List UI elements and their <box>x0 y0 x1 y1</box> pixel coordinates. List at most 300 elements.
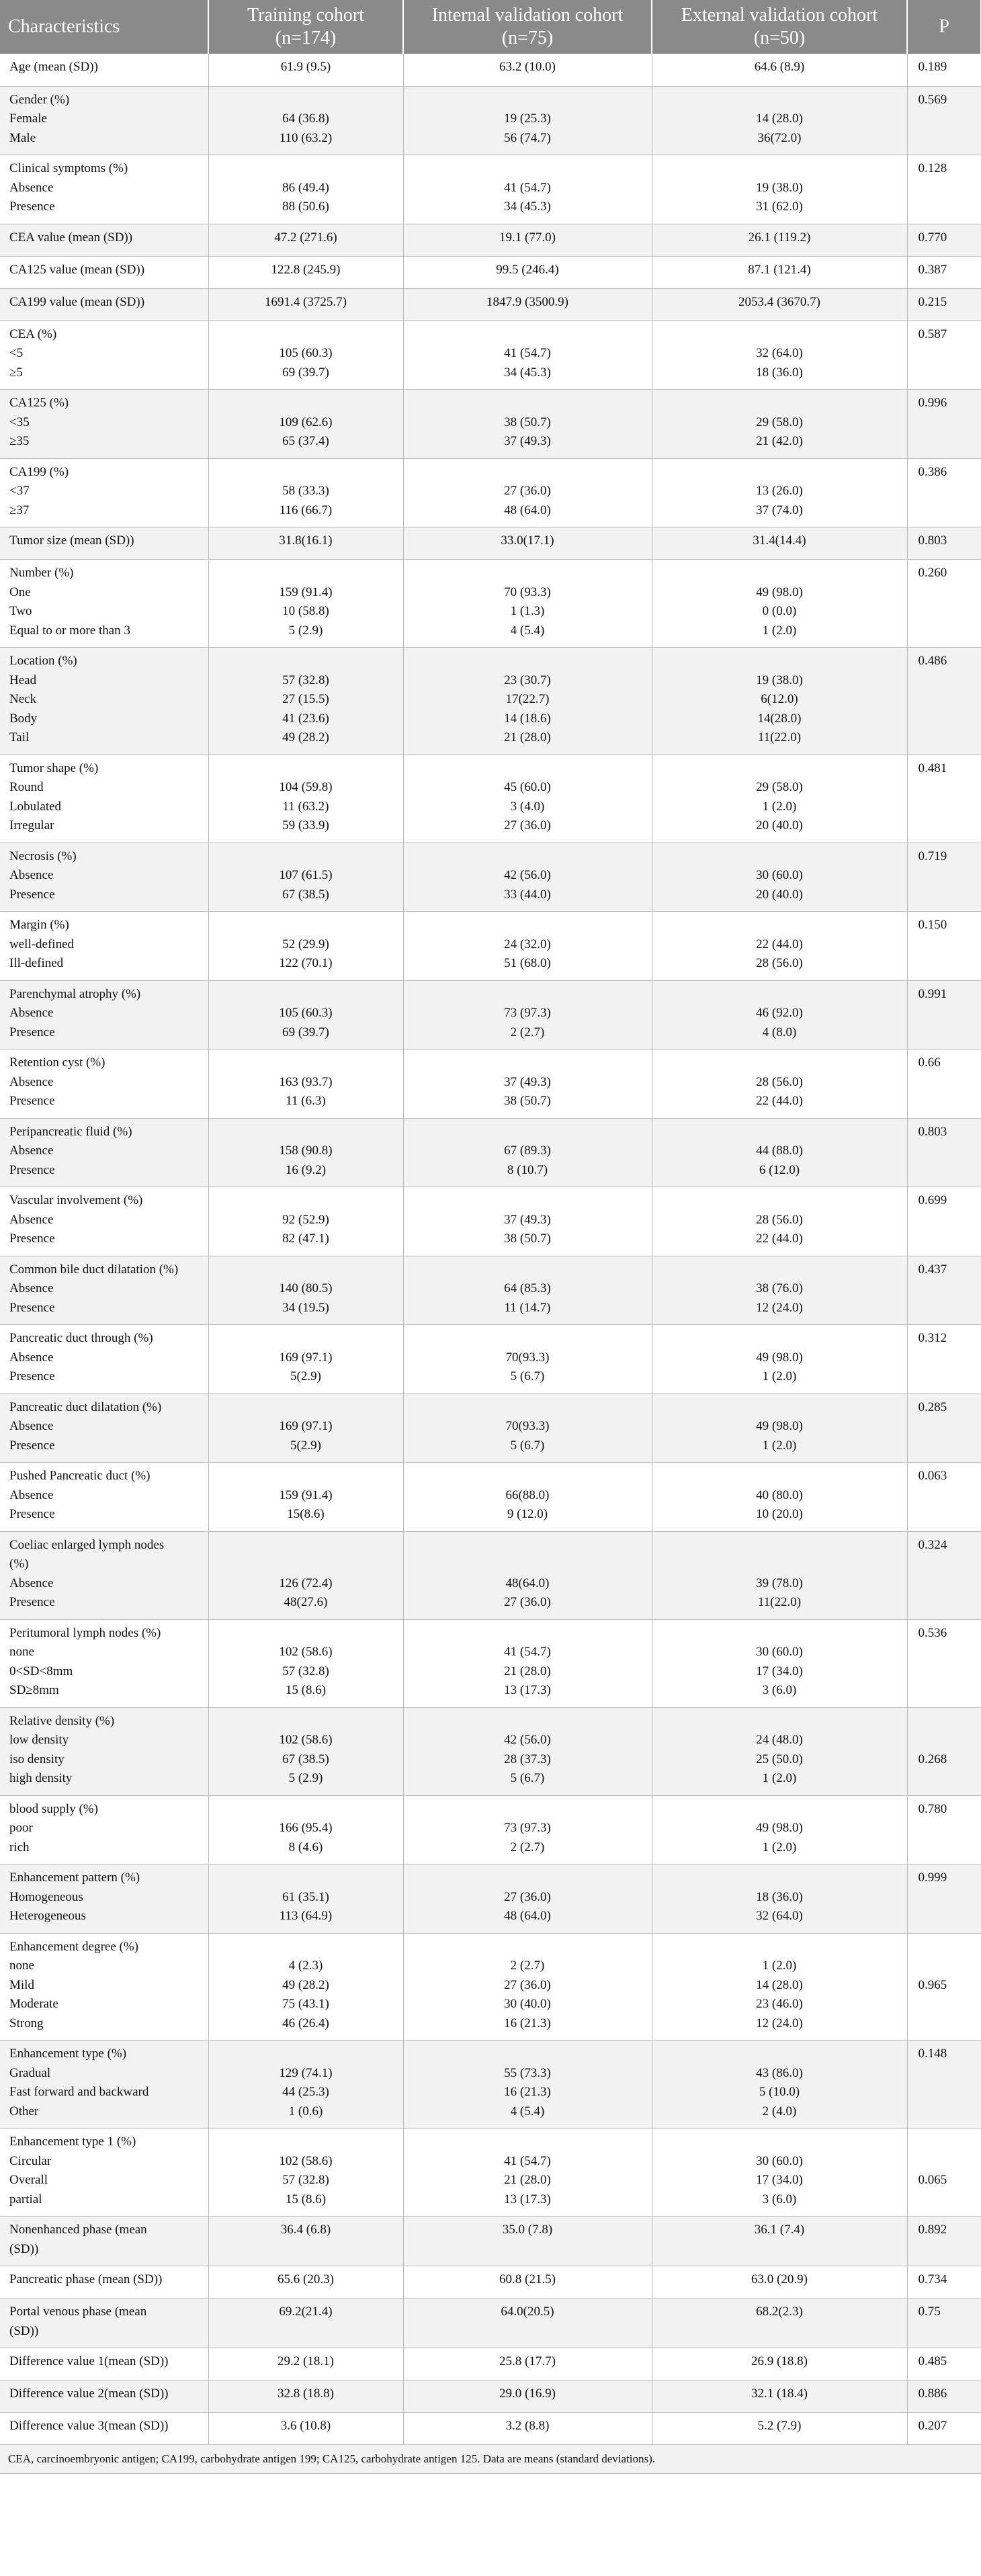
external-validation-cell-line: 49 (98.0) <box>756 1821 803 1835</box>
training-cohort-cell-line: 169 (97.1) <box>279 1419 333 1433</box>
table-body <box>0 54 981 2445</box>
internal-validation-cell-line <box>411 1536 645 1555</box>
internal-validation-cell-line: 66(88.0) <box>505 1488 550 1502</box>
table-row <box>0 560 981 648</box>
p-value: 0.999 <box>918 1871 947 1885</box>
internal-validation-cell <box>403 256 652 288</box>
internal-validation-cell-line: 38 (50.7) <box>504 1232 551 1246</box>
p-value: 0.770 <box>918 230 947 245</box>
characteristic-cell-line: Presence <box>9 1369 55 1383</box>
training-cohort-cell <box>208 1187 403 1256</box>
internal-validation-cell-line <box>411 463 645 482</box>
internal-validation-cell-line <box>411 325 645 345</box>
training-cohort-cell-line: 102 (58.6) <box>279 1645 333 1659</box>
training-cohort-cell <box>208 2413 403 2445</box>
external-validation-cell <box>652 1864 907 1934</box>
internal-validation-cell-line: 73 (97.3) <box>504 1006 551 1020</box>
internal-validation-cell <box>403 1619 652 1707</box>
characteristic-cell-line: Gender (%) <box>9 92 70 107</box>
table-row <box>0 54 981 86</box>
training-cohort-cell <box>208 2380 403 2413</box>
characteristic-cell <box>0 1463 208 1532</box>
internal-validation-cell-line: 34 (45.3) <box>504 365 551 380</box>
internal-validation-cell-line: 21 (28.0) <box>504 730 551 744</box>
training-cohort-cell-line: 69 (39.7) <box>282 365 329 380</box>
external-validation-cell <box>652 54 907 86</box>
p-value-cell <box>907 1187 981 1256</box>
training-cohort-cell-line <box>216 1467 396 1486</box>
p-value-cell <box>907 54 981 86</box>
training-cohort-cell <box>208 2266 403 2299</box>
external-validation-cell-line <box>659 652 900 671</box>
characteristic-cell-line: Presence <box>9 1438 55 1453</box>
internal-validation-cell <box>403 86 652 155</box>
internal-validation-cell-line: 38 (50.7) <box>504 415 551 429</box>
p-value-cell <box>907 1256 981 1325</box>
external-validation-cell <box>652 2299 907 2348</box>
p-value: 0.063 <box>918 1469 947 1483</box>
internal-validation-cell <box>403 2266 652 2299</box>
p-value-cell <box>907 2041 981 2129</box>
external-validation-cell-line: 32 (64.0) <box>756 1909 803 1923</box>
p-value-cell <box>907 2348 981 2380</box>
characteristic-cell <box>0 843 208 912</box>
characteristic-cell-line: Nonenhanced phase (mean <box>9 2223 147 2237</box>
characteristic-cell <box>0 224 208 256</box>
internal-validation-cell-line: 14 (18.6) <box>504 711 551 726</box>
internal-validation-cell <box>403 1795 652 1864</box>
internal-validation-cell <box>403 560 652 648</box>
table-row <box>0 843 981 912</box>
characteristic-cell-line: Circular <box>9 2153 52 2168</box>
characteristic-cell-line: Head <box>9 673 37 687</box>
external-validation-cell <box>652 2129 907 2217</box>
training-cohort-cell-line <box>216 394 396 413</box>
characteristic-cell <box>0 1795 208 1864</box>
external-validation-cell-line: 40 (80.0) <box>756 1488 803 1502</box>
external-validation-cell-line: 29 (58.0) <box>756 415 803 429</box>
internal-validation-cell-line <box>411 394 645 413</box>
internal-validation-cell-line: 70(93.3) <box>505 1350 550 1365</box>
external-validation-cell <box>652 1187 907 1256</box>
external-validation-cell-line <box>659 1329 900 1348</box>
p-value: 0.324 <box>918 1537 947 1552</box>
p-value: 0.66 <box>918 1056 941 1070</box>
characteristic-cell-line: Other <box>9 2104 39 2118</box>
table-row <box>0 86 981 155</box>
internal-validation-cell-line: 16 (21.3) <box>504 2016 551 2030</box>
characteristic-cell-line: Presence <box>9 1232 55 1246</box>
external-validation-cell <box>652 1393 907 1463</box>
training-cohort-cell-line: 105 (60.3) <box>279 1006 333 1020</box>
table-row <box>0 2217 981 2266</box>
external-validation-cell-line: 68.2(2.3) <box>756 2305 803 2319</box>
table-row <box>0 2041 981 2129</box>
external-validation-cell-line: 28 (56.0) <box>756 956 803 970</box>
table-row <box>0 1393 981 1463</box>
training-cohort-cell-line <box>216 463 396 482</box>
characteristic-cell-line: Necrosis (%) <box>9 849 77 863</box>
external-validation-cell-line: 25 (50.0) <box>756 1752 803 1766</box>
external-validation-cell-line <box>659 564 900 583</box>
characteristic-cell-line: Male <box>9 130 36 145</box>
external-validation-cell-line: 32.1 (18.4) <box>751 2387 808 2401</box>
internal-validation-cell-line: 33 (44.0) <box>504 887 551 902</box>
training-cohort-cell-line <box>216 1800 396 1819</box>
internal-validation-cell-line: 27 (36.0) <box>504 1977 551 1992</box>
external-validation-cell-line: 14 (28.0) <box>756 1977 803 1992</box>
internal-validation-cell-line: 21 (28.0) <box>504 1664 551 1678</box>
external-validation-cell-line: 2 (4.0) <box>762 2104 797 2118</box>
characteristic-cell <box>0 2266 208 2299</box>
internal-validation-cell <box>403 648 652 755</box>
p-value-cell <box>907 912 981 981</box>
p-value-cell <box>907 288 981 320</box>
p-value: 0.387 <box>918 262 947 277</box>
p-value-cell <box>907 155 981 224</box>
training-cohort-cell <box>208 1933 403 2041</box>
external-validation-cell-line: 49 (98.0) <box>756 585 803 599</box>
p-value-cell <box>907 843 981 912</box>
characteristic-cell-line: Fast forward and backward <box>9 2085 149 2099</box>
internal-validation-cell <box>403 2041 652 2129</box>
external-validation-cell-line: 18 (36.0) <box>756 1889 803 1904</box>
training-cohort-cell-line: 110 (63.2) <box>279 130 333 145</box>
characteristic-cell-line: (SD)) <box>9 2323 39 2338</box>
table-row <box>0 2129 981 2217</box>
training-cohort-cell-line: 159 (91.4) <box>279 585 333 599</box>
internal-validation-cell <box>403 1933 652 2041</box>
training-cohort-cell-line <box>216 1398 396 1418</box>
external-validation-cell-line <box>659 916 900 935</box>
characteristic-cell <box>0 560 208 648</box>
p-value-cell <box>907 2129 981 2217</box>
characteristic-cell-line: Pushed Pancreatic duct (%) <box>9 1469 151 1483</box>
table-row <box>0 980 981 1049</box>
characteristic-cell-line: Location (%) <box>9 654 77 668</box>
internal-validation-cell <box>403 1393 652 1463</box>
external-validation-cell-line: 36(72.0) <box>757 130 802 145</box>
characteristic-cell-line: rich <box>9 1840 30 1854</box>
external-validation-cell-line: 28 (56.0) <box>756 1074 803 1089</box>
training-cohort-cell <box>208 2129 403 2217</box>
characteristic-cell-line: Homogeneous <box>9 1889 83 1904</box>
internal-validation-cell-line: 37 (49.3) <box>504 1212 551 1227</box>
training-cohort-cell <box>208 1049 403 1119</box>
characteristic-cell-line: Strong <box>9 2016 44 2030</box>
training-cohort-cell-line: 158 (90.8) <box>279 1144 333 1158</box>
characteristic-cell-line: Parenchymal atrophy (%) <box>9 986 141 1001</box>
external-validation-cell <box>652 912 907 981</box>
p-value-cell <box>907 1933 981 2041</box>
internal-validation-cell-line: 13 (17.3) <box>504 1683 551 1697</box>
p-value-cell <box>907 1325 981 1394</box>
internal-validation-cell-line: 17(22.7) <box>505 692 550 706</box>
internal-validation-cell-line: 48(64.0) <box>505 1576 550 1590</box>
training-cohort-cell <box>208 843 403 912</box>
internal-validation-cell-line: 33.0(17.1) <box>501 533 554 548</box>
characteristic-cell-line: Lobulated <box>9 799 62 814</box>
characteristic-cell-line: Tumor shape (%) <box>9 761 99 775</box>
training-cohort-cell <box>208 1325 403 1394</box>
external-validation-cell <box>652 390 907 459</box>
training-cohort-cell <box>208 648 403 755</box>
p-value-cell <box>907 1864 981 1934</box>
p-value: 0.587 <box>918 327 947 341</box>
external-validation-cell-line: 20 (40.0) <box>756 887 803 902</box>
characteristic-cell <box>0 2380 208 2413</box>
characteristic-cell-line: CEA value (mean (SD)) <box>9 230 133 245</box>
external-validation-cell-line <box>659 2045 900 2064</box>
characteristic-cell <box>0 1933 208 2041</box>
table-row <box>0 1619 981 1707</box>
training-cohort-cell-line: 61.9 (9.5) <box>280 60 331 74</box>
characteristic-cell-line: CA125 (%) <box>9 396 69 410</box>
training-cohort-cell-line: 122 (70.1) <box>279 956 333 970</box>
training-cohort-cell-line: 1691.4 (3725.7) <box>265 294 347 309</box>
training-cohort-cell-line: 57 (32.8) <box>282 673 329 687</box>
characteristic-cell <box>0 648 208 755</box>
training-cohort-cell <box>208 1619 403 1707</box>
external-validation-cell <box>652 843 907 912</box>
external-validation-cell-line: 13 (26.0) <box>756 484 803 498</box>
training-cohort-cell-line: 105 (60.3) <box>279 346 333 360</box>
p-value: 0.699 <box>918 1193 947 1207</box>
characteristic-cell-line: (SD)) <box>9 2241 39 2256</box>
internal-validation-cell-line: 23 (30.7) <box>504 673 551 687</box>
external-validation-cell-line: 63.0 (20.9) <box>751 2272 808 2286</box>
characteristic-cell-line: Pancreatic duct dilatation (%) <box>9 1400 162 1414</box>
characteristic-cell-line: Number (%) <box>9 566 74 580</box>
characteristic-cell-line: Pancreatic duct through (%) <box>9 1331 153 1345</box>
external-validation-cell-line <box>659 159 900 179</box>
external-validation-cell-line: 1 (2.0) <box>762 799 797 814</box>
characteristic-cell <box>0 527 208 560</box>
table-row <box>0 912 981 981</box>
training-cohort-cell-line: 65.6 (20.3) <box>278 2272 334 2286</box>
table-row <box>0 1256 981 1325</box>
characteristic-cell-line: Absence <box>9 1144 54 1158</box>
training-cohort-cell-line: 57 (32.8) <box>282 1664 329 1678</box>
internal-validation-cell-line: 2 (2.7) <box>510 1025 545 1039</box>
external-validation-cell-line: 49 (98.0) <box>756 1419 803 1433</box>
training-cohort-cell <box>208 1707 403 1795</box>
external-validation-cell-line: 32 (64.0) <box>756 346 803 360</box>
characteristic-cell-line: Clinical symptoms (%) <box>9 161 128 175</box>
p-value: 0.965 <box>918 1977 947 1992</box>
training-cohort-cell <box>208 2217 403 2266</box>
p-value-cell <box>907 1619 981 1707</box>
characteristic-cell-line: Absence <box>9 1281 54 1295</box>
training-cohort-cell-line: 163 (93.7) <box>279 1074 333 1089</box>
table-row <box>0 224 981 256</box>
table-row <box>0 1463 981 1532</box>
p-value: 0.536 <box>918 1625 947 1640</box>
characteristic-cell-line: Presence <box>9 1595 55 1609</box>
training-cohort-cell <box>208 54 403 86</box>
external-validation-cell-line: 26.1 (119.2) <box>748 230 811 245</box>
external-validation-cell-line: 19 (38.0) <box>756 180 803 195</box>
p-value-cell <box>907 755 981 843</box>
external-validation-cell-line: 23 (46.0) <box>756 1997 803 2011</box>
training-cohort-cell-line <box>216 652 396 671</box>
external-validation-cell <box>652 2266 907 2299</box>
characteristic-cell-line: Presence <box>9 1094 55 1108</box>
training-cohort-cell-line: 15 (8.6) <box>285 1683 327 1697</box>
p-value: 0.485 <box>918 2354 947 2368</box>
external-validation-cell-line: 0 (0.0) <box>762 604 797 618</box>
p-value-cell <box>907 2266 981 2299</box>
training-cohort-cell-line: 92 (52.9) <box>282 1212 329 1227</box>
internal-validation-cell-line: 29.0 (16.9) <box>499 2387 556 2401</box>
p-value-cell <box>907 86 981 155</box>
training-cohort-cell <box>208 980 403 1049</box>
training-cohort-cell <box>208 1864 403 1934</box>
external-validation-cell-line <box>659 394 900 413</box>
internal-validation-cell-line: 41 (54.7) <box>504 2153 551 2168</box>
internal-validation-cell-line: 56 (74.7) <box>504 130 551 145</box>
p-value-cell <box>907 1049 981 1119</box>
training-cohort-cell-line <box>216 2045 396 2064</box>
table-row <box>0 648 981 755</box>
training-cohort-cell <box>208 1256 403 1325</box>
training-cohort-cell-line: 82 (47.1) <box>282 1232 329 1246</box>
training-cohort-cell-line: 67 (38.5) <box>282 1752 329 1766</box>
internal-validation-cell-line <box>411 1712 645 1731</box>
p-value: 0.386 <box>918 464 947 479</box>
internal-validation-cell-line: 63.2 (10.0) <box>499 60 556 74</box>
external-validation-cell-line <box>659 847 900 867</box>
characteristic-cell-line: Overall <box>9 2173 48 2187</box>
training-cohort-cell-line: 3.6 (10.8) <box>280 2419 331 2433</box>
p-value: 0.189 <box>918 60 947 74</box>
internal-validation-cell-line: 4 (5.4) <box>510 623 545 638</box>
external-validation-cell-line <box>659 985 900 1004</box>
p-value: 0.803 <box>918 1124 947 1139</box>
external-validation-cell-line <box>659 1869 900 1888</box>
training-cohort-cell-line: 65 (37.4) <box>282 434 329 448</box>
external-validation-cell-line: 10 (20.0) <box>756 1507 803 1521</box>
internal-validation-cell-line: 99.5 (246.4) <box>496 262 559 277</box>
external-validation-cell-line: 30 (60.0) <box>756 868 803 882</box>
external-validation-cell <box>652 1049 907 1119</box>
characteristic-cell-line: Retention cyst (%) <box>9 1056 105 1070</box>
characteristic-cell-line: Heterogeneous <box>9 1909 86 1923</box>
external-validation-cell <box>652 256 907 288</box>
training-cohort-cell-line: 5(2.9) <box>290 1438 321 1453</box>
table-row <box>0 1707 981 1795</box>
training-cohort-cell <box>208 1393 403 1463</box>
characteristic-cell-line: Absence <box>9 1488 54 1502</box>
external-validation-cell-line: 31 (62.0) <box>756 200 803 214</box>
internal-validation-cell-line <box>411 1800 645 1819</box>
internal-validation-cell-line: 3 (4.0) <box>510 799 545 814</box>
internal-validation-cell-line: 13 (17.3) <box>504 2192 551 2206</box>
internal-validation-cell <box>403 2348 652 2380</box>
table-row <box>0 390 981 459</box>
characteristic-cell <box>0 86 208 155</box>
external-validation-cell <box>652 1118 907 1187</box>
characteristic-cell <box>0 155 208 224</box>
internal-validation-cell-line: 35.0 (7.8) <box>502 2223 553 2237</box>
training-cohort-cell-line <box>216 1191 396 1211</box>
internal-validation-cell-line: 19 (25.3) <box>504 112 551 126</box>
external-validation-cell <box>652 1531 907 1619</box>
external-validation-cell-line: 31.4(14.4) <box>753 533 806 548</box>
characteristic-cell-line: Vascular involvement (%) <box>9 1193 143 1207</box>
characteristic-cell <box>0 458 208 527</box>
external-validation-cell <box>652 2041 907 2129</box>
external-validation-cell-line: 28 (56.0) <box>756 1212 803 1227</box>
internal-validation-cell-line: 42 (56.0) <box>504 868 551 882</box>
p-value: 0.996 <box>918 396 947 410</box>
p-value: 0.285 <box>918 1400 947 1414</box>
internal-validation-cell-line: 42 (56.0) <box>504 1733 551 1747</box>
external-validation-cell <box>652 560 907 648</box>
internal-validation-cell-line: 27 (36.0) <box>504 1889 551 1904</box>
internal-validation-cell-line <box>411 564 645 583</box>
external-validation-cell <box>652 648 907 755</box>
characteristic-cell-line: ≥37 <box>9 503 30 517</box>
training-cohort-cell-line: 44 (25.3) <box>282 2085 329 2099</box>
characteristic-cell <box>0 1256 208 1325</box>
external-validation-cell-line: 6(12.0) <box>761 692 798 706</box>
external-validation-cell-line <box>659 1800 900 1819</box>
p-value: 0.886 <box>918 2387 947 2401</box>
training-cohort-cell-line: 29.2 (18.1) <box>278 2354 334 2368</box>
training-cohort-cell-line <box>216 916 396 935</box>
training-cohort-cell-line: 36.4 (6.8) <box>280 2223 331 2237</box>
characteristic-cell-line: iso density <box>9 1752 65 1766</box>
external-validation-cell-line: 39 (78.0) <box>756 1576 803 1590</box>
characteristic-cell <box>0 1619 208 1707</box>
internal-validation-cell <box>403 1118 652 1187</box>
header-training-cohort: Training cohort (n=174) <box>208 0 403 54</box>
characteristic-cell <box>0 912 208 981</box>
internal-validation-cell-line <box>411 1467 645 1486</box>
characteristic-cell-line: Enhancement type 1 (%) <box>9 2135 136 2149</box>
external-validation-cell <box>652 458 907 527</box>
internal-validation-cell <box>403 843 652 912</box>
external-validation-cell-line: 38 (76.0) <box>756 1281 803 1295</box>
external-validation-cell <box>652 320 907 390</box>
characteristic-cell <box>0 2413 208 2445</box>
external-validation-cell <box>652 1707 907 1795</box>
characteristic-cell-line: CA125 value (mean (SD)) <box>9 262 145 277</box>
training-cohort-cell-line: 15(8.6) <box>287 1507 325 1521</box>
characteristic-cell <box>0 1118 208 1187</box>
characteristic-cell-line: Tail <box>9 730 30 744</box>
external-validation-cell-line: 29 (58.0) <box>756 780 803 794</box>
table-row <box>0 2348 981 2380</box>
internal-validation-cell-line: 4 (5.4) <box>510 2104 545 2118</box>
characteristic-cell-line: Moderate <box>9 1997 58 2011</box>
training-cohort-cell <box>208 1795 403 1864</box>
training-cohort-cell-line: 32.8 (18.8) <box>278 2387 334 2401</box>
p-value: 0.780 <box>918 1801 947 1816</box>
internal-validation-cell-line <box>411 2133 645 2152</box>
internal-validation-cell-line: 45 (60.0) <box>504 780 551 794</box>
internal-validation-cell-line: 64.0(20.5) <box>501 2305 554 2319</box>
external-validation-cell <box>652 2217 907 2266</box>
internal-validation-cell-line: 37 (49.3) <box>504 1074 551 1089</box>
external-validation-cell-line <box>659 1123 900 1142</box>
p-value: 0.892 <box>918 2223 947 2237</box>
table-row <box>0 256 981 288</box>
training-cohort-cell-line: 109 (62.6) <box>279 415 333 429</box>
characteristic-cell-line: CA199 (%) <box>9 464 69 479</box>
external-validation-cell-line: 2053.4 (3670.7) <box>738 294 820 309</box>
